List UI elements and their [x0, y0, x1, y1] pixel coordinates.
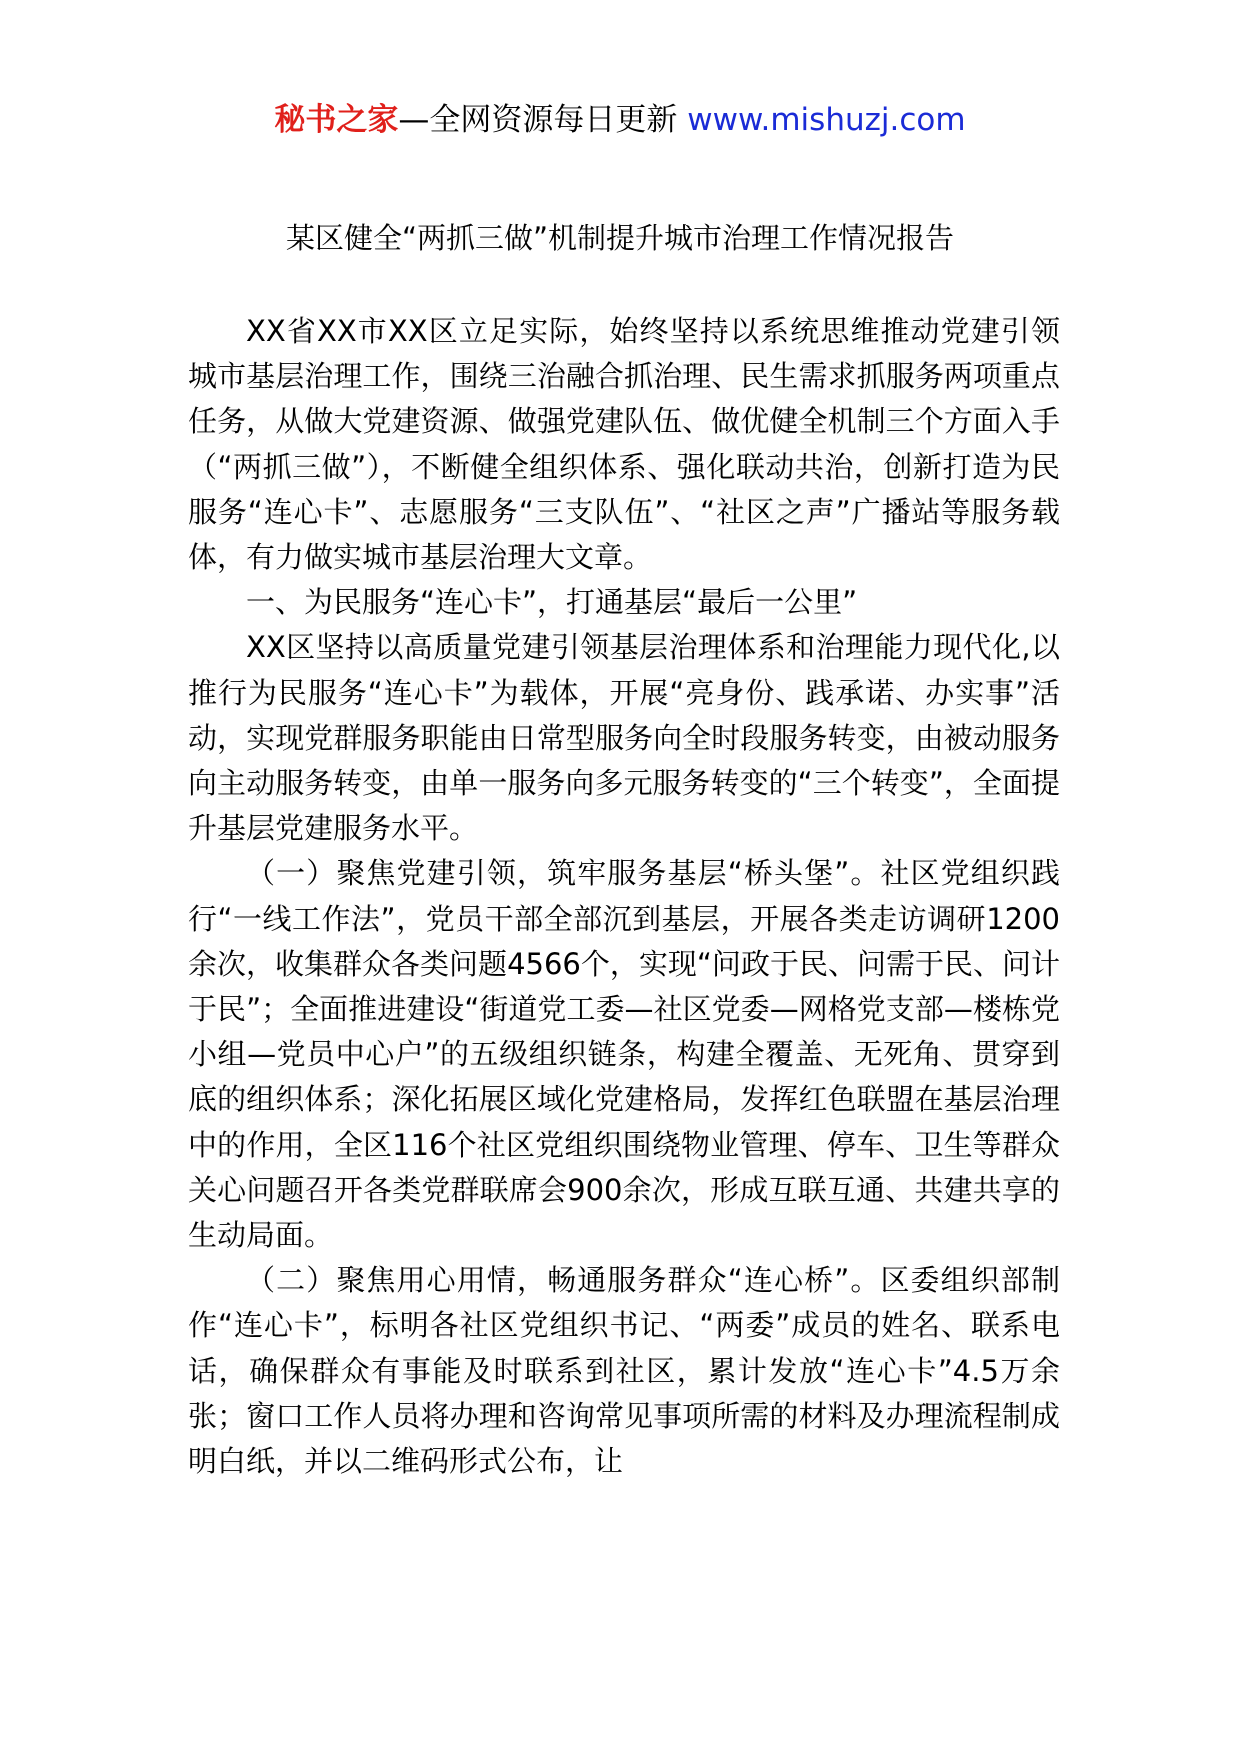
- document-title: 某区健全“两抓三做”机制提升城市治理工作情况报告: [285, 221, 955, 255]
- document-body: [188, 309, 1060, 1484]
- section-heading-1: 一、为民服务“连心卡”，打通基层“最后一公里”: [246, 585, 858, 620]
- paragraph-section-1: XX区坚持以高质量党建引领基层治理体系和治理能力现代化,以推行为民服务“连心卡”为载体，开展“亮身份、践承诺、办实事”活动，实现党群服务职能由日常型服务向全时段服务转变，由被动服务向主动服务转变，由单一服务向多元服务转变的“三个转变”，全面提升基层党建服务水平。: [188, 630, 1060, 846]
- header-tagline: —全网资源每日更新: [398, 102, 688, 138]
- brand-name: 秘书之家: [274, 102, 399, 138]
- site-header: [0, 98, 1240, 142]
- paragraph-intro: XX省XX市XX区立足实际，始终坚持以系统思维推动党建引领城市基层治理工作，围绕三治融合抓治理、民生需求抓服务两项重点任务，从做大党建资源、做强党建队伍、做优健全机制三个方面入手（“两抓三做”），不断健全组织体系、强化联动共治，创新打造为民服务“连心卡”、志愿服务“三支队伍”、“社区之声”广播站等服务载体，有力做实城市基层治理大文章。: [188, 314, 1060, 575]
- paragraph-subsection-1: （一）聚焦党建引领，筑牢服务基层“桥头堡”。社区党组织践行“一线工作法”，党员干部全部沉到基层，开展各类走访调研1200余次，收集群众各类问题4566个，实现“问政于民、问需于民、问计于民”；全面推进建设“街道党工委—社区党委—网格党支部—楼栋党小组—党员中心户”的五级组织链条，构建全覆盖、无死角、贯穿到底的组织体系；深化拓展区域化党建格局，发挥红色联盟在基层治理中的作用，全区116个社区党组织围绕物业管理、停车、卫生等群众关心问题召开各类党群联席会900余次，形成互联互通、共建共享的生动局面。: [188, 856, 1060, 1253]
- site-url-link[interactable]: www.mishuzj.com: [687, 102, 966, 138]
- paragraph-subsection-2: （二）聚焦用心用情，畅通服务群众“连心桥”。区委组织部制作“连心卡”，标明各社区党组织书记、“两委”成员的姓名、联系电话，确保群众有事能及时联系到社区，累计发放“连心卡”4.5万余张；窗口工作人员将办理和咨询常见事项所需的材料及办理流程制成明白纸，并以二维码形式公布，让: [188, 1263, 1060, 1479]
